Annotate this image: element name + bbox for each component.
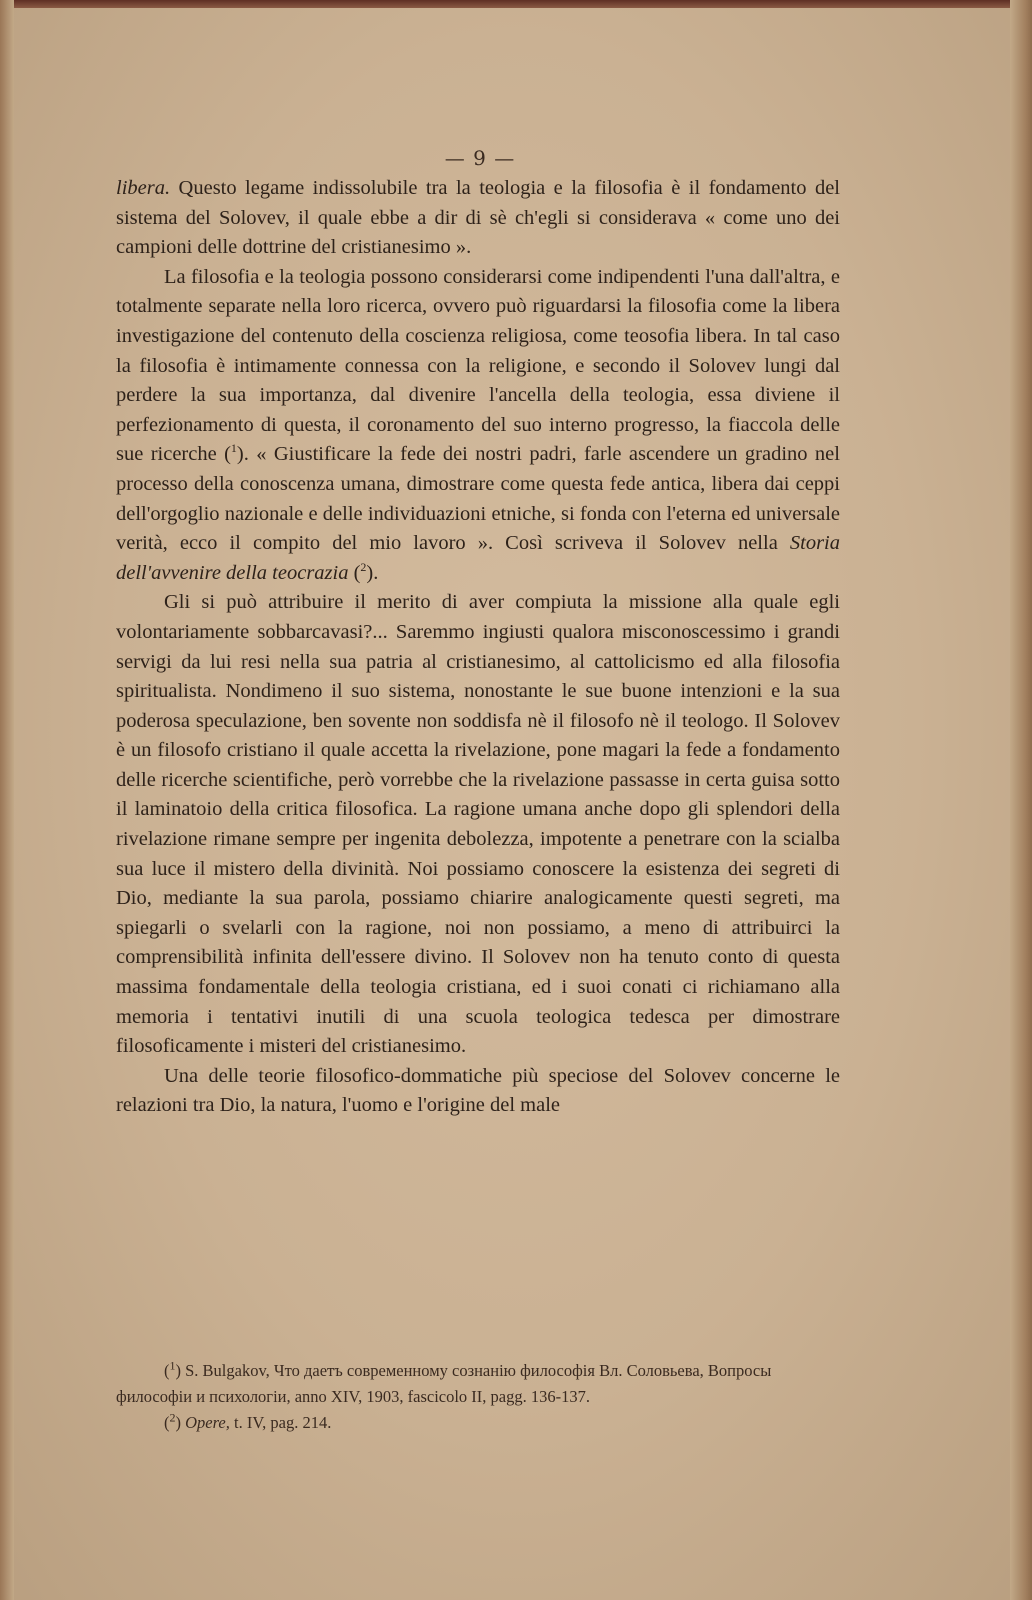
paragraph-1-text: Questo legame indissolubile tra la teologia e la filosofia è il fondamento del sistema del Solovev, il quale ebbe a dir di sè ch'egli si considerava « come uno dei campioni delle dottrine del cristianesimo ». <box>116 177 840 259</box>
footnote-2: ($^2$) Opere, t. IV, pag. 214. <box>164 1410 332 1432</box>
page-left-edge <box>0 0 14 1600</box>
footnotes <box>116 1358 840 1436</box>
footnote-2-italic: Opere, <box>185 1413 230 1432</box>
paragraph-2-open-paren: ( <box>348 561 361 584</box>
page-top-edge <box>0 0 1032 8</box>
page-right-edge <box>1010 0 1032 1600</box>
paragraph-1-italic-lead: libera. <box>116 177 171 199</box>
paragraph-2-book-title: Storia dell'avvenire della teocrazia <box>116 532 840 584</box>
page-number: — 9 — <box>444 146 516 170</box>
paragraph-4: Una delle teorie filosofico-dommatiche più speciose del Solovev concerne le relazioni tra Dio, la natura, l'uomo e l'origine del male <box>116 1064 840 1117</box>
footnote-2-text: t. IV, pag. 214. <box>229 1413 332 1432</box>
footnote-1: ($^1$) S. Bulgakov, Что даетъ современному сознанію философія Вл. Соловьева, Вопросы философіи и психологіи, anno XIV, 1903, fascicolo II, pagg. 136-137. <box>116 1358 772 1406</box>
footnote-ref-1: 1 <box>230 441 237 456</box>
paragraph-3: Gli si può attribuire il merito di aver compiuta la missione alla quale egli volontariamente sobbarcavasi?... Saremmo ingiusti qualora misconoscessimo i grandi servigi da lui resi nella sua patria al cristianesimo, al cattolicismo ed alla filosofia spiritualista. Nondimeno il suo sistema, nonostante le sue buone intenzioni e la sua poderosa speculazione, ben sovente non soddisfa nè il filosofo nè il teologo. Il Solovev è un filosofo cristiano il quale accetta la rivelazione, pone magari la fede a fondamento delle ricerche scientifiche, però vorrebbe che la rivelazione passasse in certa guisa sotto il laminatoio della critica filosofica. La ragione umana anche dopo gli splendori della rivelazione rimane sempre per ingenita debolezza, impotente a penetrare con la scialba sua luce il mistero della divinità. Noi possiamo conoscere la esistenza dei segreti di Dio, mediante la sua parola, possiamo chiarire analogicamente questi segreti, ma spiegarli o svelarli con la ragione, noi non possiamo, a meno di attribuirci la comprensibilità infinita dell'essere divino. Il Solovev non ha tenuto conto di questa massima fondamentale della teologia cristiana, ed i suoi conati ci richiamano alla memoria i tentativi inutili di una scuola teologica tedesca per dimostrare filosoficamente i misteri del cristianesimo. <box>116 591 840 1058</box>
paragraph-2-text-start: La filosofia e la teologia possono considerarsi come indipendenti l'una dall'altra, e totalmente separate nella loro ricerca, ovvero può riguardarsi la filosofia come la libera investigazione del contenuto della coscienza religiosa, come teosofia libera. In tal caso la filosofia è intimamente connessa con la religione, e secondo il Solovev lungi dal perdere la sua importanza, dal divenire l'ancella della teologia, essa diviene il perfezionamento di questa, il coronamento del suo interno progresso, la fiaccola delle sue ricerche ( <box>116 265 840 466</box>
paragraph-2-text-middle: ). « Giustificare la fede dei nostri padri, farle ascendere un gradino nel processo della conoscenza umana, dimostrare come questa fede antica, libera dai ceppi dell'orgoglio nazionale e delle individuazioni etniche, si fonda con l'eterna ed universale verità, ecco il compito del mio lavoro ». Così scriveva il Solovev nella <box>116 443 840 555</box>
paragraph-2-text-end: ). <box>366 561 379 584</box>
footnote-2-mark: 2 <box>169 1410 176 1425</box>
footnote-1-text: S. Bulgakov, Что даетъ современному сознанію философія Вл. Соловьева, Вопросы философіи и психологіи, anno XIV, 1903, fascicolo II, pagg. 136-137. <box>116 1361 772 1406</box>
paragraph-2 <box>116 263 840 589</box>
paragraph-1 <box>116 174 840 263</box>
footnote-ref-2: 2 <box>360 559 367 574</box>
body-text <box>116 174 840 1121</box>
footnote-1-mark: 1 <box>169 1358 176 1373</box>
